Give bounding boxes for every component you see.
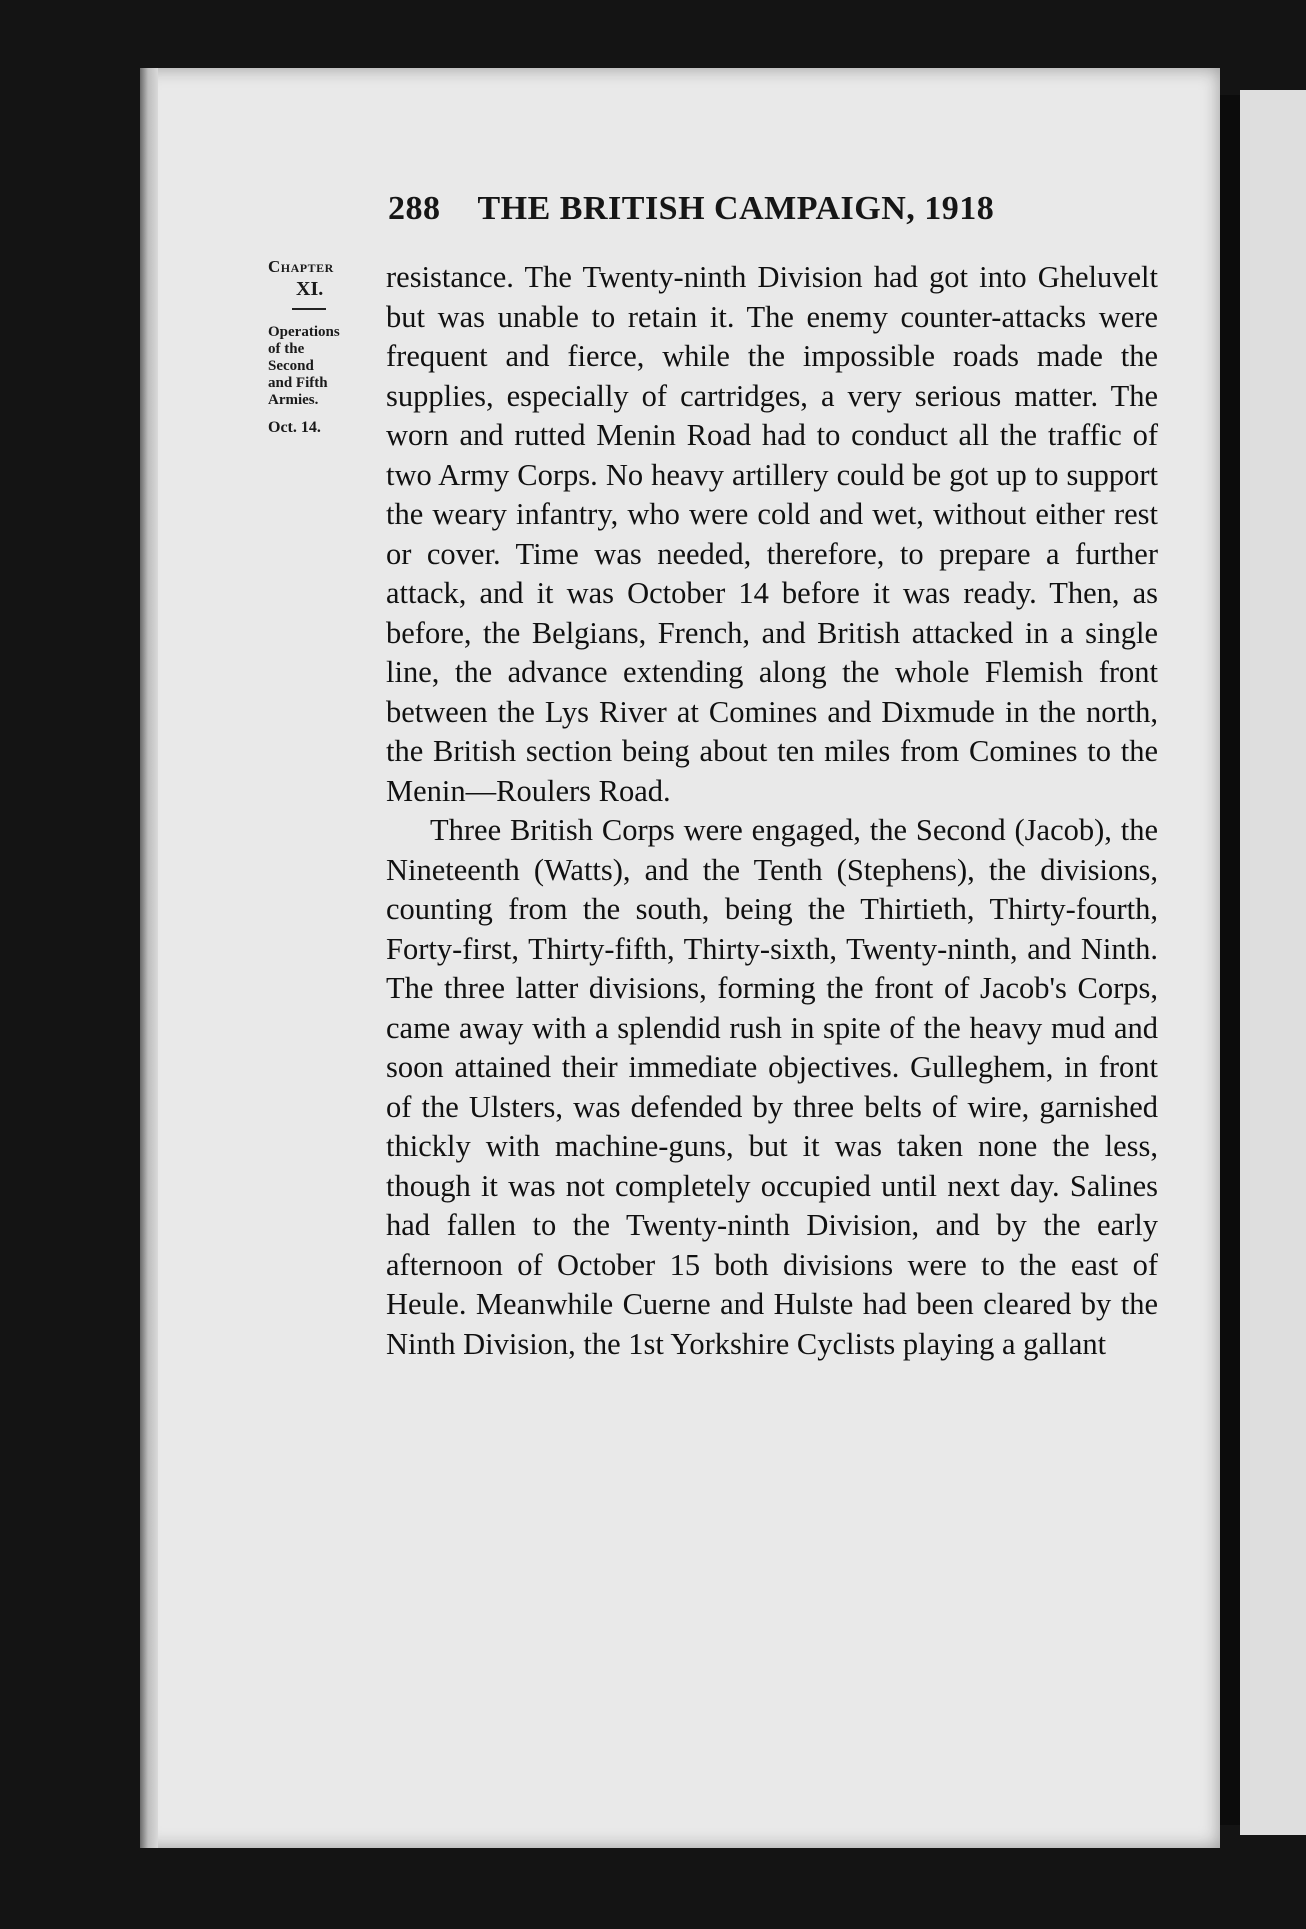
date-note: Oct. 14. <box>268 419 321 436</box>
section-note-line: Armies. <box>268 392 319 408</box>
chapter-number: XI. <box>296 278 324 300</box>
section-note-line: Operations <box>268 324 340 340</box>
section-note-line: Second <box>268 358 314 374</box>
page-number: 288 <box>388 190 441 227</box>
margin-notes <box>268 258 378 437</box>
paragraph-continued: resistance. The Twenty-ninth Division had got into Gheluvelt but was unable to retain it. The enemy counter-attacks were frequent and fierce, while the impossible roads made the supplies, especially of cartridges, a very serious matter. The worn and rutted Menin Road had to conduct all the traffic of two Army Corps. No heavy artillery could be got up to support the weary infantry, who were cold and wet, without either rest or cover. Time was needed, therefore, to prepare a further attack, and it was October 14 before it was ready. Then, as before, the Belgians, French, and British attacked in a single line, the advance extending along the whole Flemish front between the Lys River at Comines and Dixmude in the north, the British section being about ten miles from Comines to the Menin—Roulers Road. <box>386 260 1158 808</box>
paragraph: Three British Corps were engaged, the Second (Jacob), the Nineteenth (Watts), and the Tenth (Stephens), the divisions, counting from the south, being the Thirtieth, Thirty-fourth, Forty-first, Thirty-fifth, Thirty-sixth, Twenty-ninth, and Ninth. The three latter divisions, forming the front of Jacob's Corps, came away with a splendid rush in spite of the heavy mud and soon attained their immediate objectives. Gulleghem, in front of the Ulsters, was defended by three belts of wire, garnished thickly with machine-guns, but it was taken none the less, though it was not completely occupied until next day. Salines had fallen to the Twenty-ninth Division, and by the early afternoon of October 15 both divisions were to the east of Heule. Meanwhile Cuerne and Hulste had been cleared by the Ninth Division, the 1st Yorkshire Cyclists playing a gallant <box>386 813 1158 1361</box>
running-title: THE BRITISH CAMPAIGN, 1918 <box>477 190 995 227</box>
body-text <box>386 258 1158 1364</box>
section-note-line: of the <box>268 341 305 357</box>
facing-page-edge <box>1240 90 1306 1835</box>
running-header <box>388 190 1038 228</box>
margin-rule <box>292 308 326 310</box>
page-gutter-shadow <box>1220 95 1240 1825</box>
book-spine <box>140 68 158 1848</box>
chapter-label: Chapter <box>268 257 334 276</box>
section-note-line: and Fifth <box>268 375 328 391</box>
